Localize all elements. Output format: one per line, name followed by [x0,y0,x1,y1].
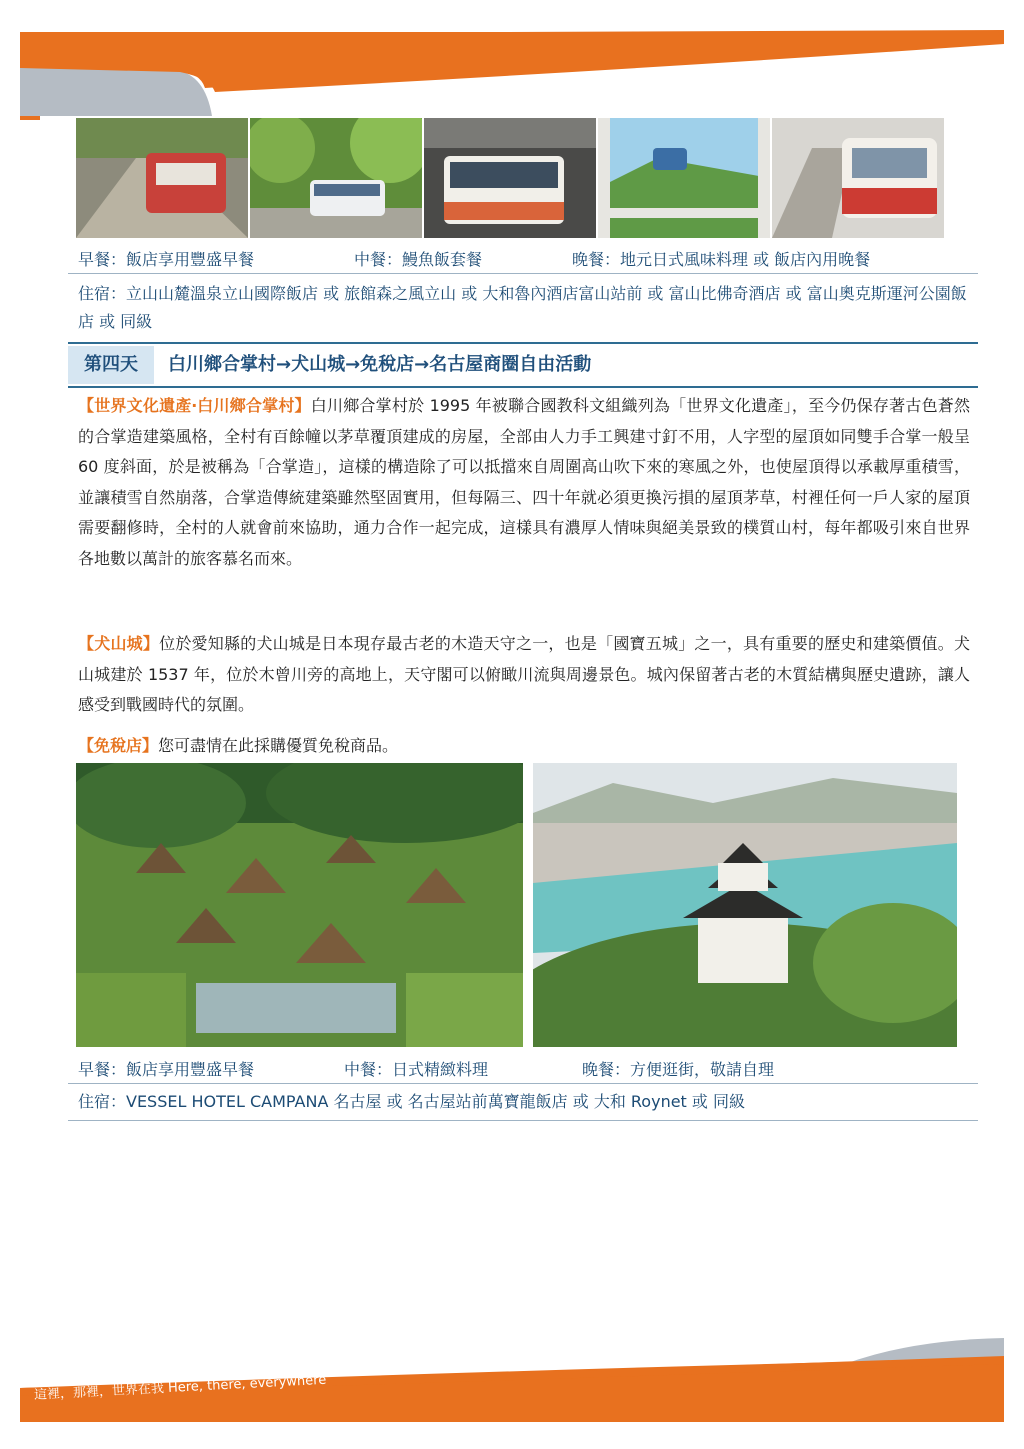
day4-dinner: 晚餐：方便逛街，敬請自理 [582,1060,775,1079]
divider [68,273,978,274]
inuyama-castle-photo [533,763,957,1047]
bus-in-forest-photo [250,118,422,238]
cable-car-station-photo [76,118,248,238]
divider [68,1120,978,1121]
shirakawa-text: 白川鄉合掌村於 1995 年被聯合國教科文組織列為「世界文化遺產」，至今仍保存著古色蒼然的合掌造建築風格，全村有百餘幢以茅草覆頂建成的房屋，全部由人力手工興建寸釘不用，人字型的屋頂如同雙手合掌一般呈 60 度斜面，於是被稱為「合掌造」，這樣的構造除了可以抵擋來自周圍高山吹下來的寒風之外，也使屋頂得以承載厚重積雪，並讓積雪自然崩落，合掌造傳統建築雖然堅固實用，但每隔三、四十年就必須更換污損的屋頂茅草，村裡任何一戶人家的屋頂需要翻修時，全村的人就會前來協助，通力合作一起完成，這樣具有濃厚人情味與絕美景致的樸質山村，每年都吸引來自世界各地數以萬計的旅客慕名而來。 [78,396,970,568]
inuyama-tag: 【犬山城】 [78,634,160,653]
shirakawa-description [78,391,970,574]
footer-slogan: 這裡，那裡，世界在我 Here, there, everywhere [33,1372,327,1403]
day3-dinner: 晚餐：地元日式風味料理 或 飯店內用晚餐 [572,250,871,269]
day4-lunch: 中餐：日式精緻料理 [344,1060,489,1079]
day3-meals [78,247,870,270]
day4-meals [78,1057,774,1080]
inuyama-text: 位於愛知縣的犬山城是日本現存最古老的木造天守之一，也是「國寶五城」之一，具有重要的歷史和建築價值。犬山城建於 1537 年，位於木曾川旁的高地上，天守閣可以俯瞰川流與周邊景色。城內保留著古老的木質結構與歷史遺跡，讓人感受到戰國時代的氛圍。 [78,634,970,714]
day3-photo-strip [76,118,944,238]
shirakawa-tag: 【世界文化遺產‧白川鄉合掌村】 [78,396,311,415]
day4-title: 白川鄉合掌村→犬山城→免稅店→名古屋商圈自由活動 [168,354,592,375]
dutyfree-text: 您可盡情在此採購優質免稅商品。 [158,736,399,755]
header-slogan: 這裡，那裡，世界在我 Here, there, everywhere [695,54,989,85]
day3-breakfast: 早餐：飯店享用豐盛早餐 [78,250,255,269]
inuyama-description [78,629,970,721]
day4-accommodation: 住宿：VESSEL HOTEL CAMPANA 名古屋 或 名古屋站前萬寶龍飯店 或 大和 Roynet 或 同級 [78,1092,745,1111]
ropeway-view-photo [598,118,770,238]
dutyfree-description [78,731,970,762]
day3-lunch: 中餐：鰻魚飯套餐 [354,250,483,269]
dutyfree-tag: 【免稅店】 [78,736,159,755]
shirakawa-village-photo [76,763,523,1047]
tunnel-bus-photo [424,118,596,238]
day4-label: 第四天 [68,346,154,384]
divider [68,386,978,388]
divider [68,342,978,344]
day4-breakfast: 早餐：飯店享用豐盛早餐 [78,1060,255,1079]
day3-accommodation: 住宿：立山山麓溫泉立山國際飯店 或 旅館森之風立山 或 大和魯內酒店富山站前 或 富山比佛奇酒店 或 富山奧克斯運河公園飯店 或 同級 [78,284,967,331]
day4-heading [68,346,978,384]
divider [68,1083,978,1084]
cable-car-platform-photo [772,118,944,238]
